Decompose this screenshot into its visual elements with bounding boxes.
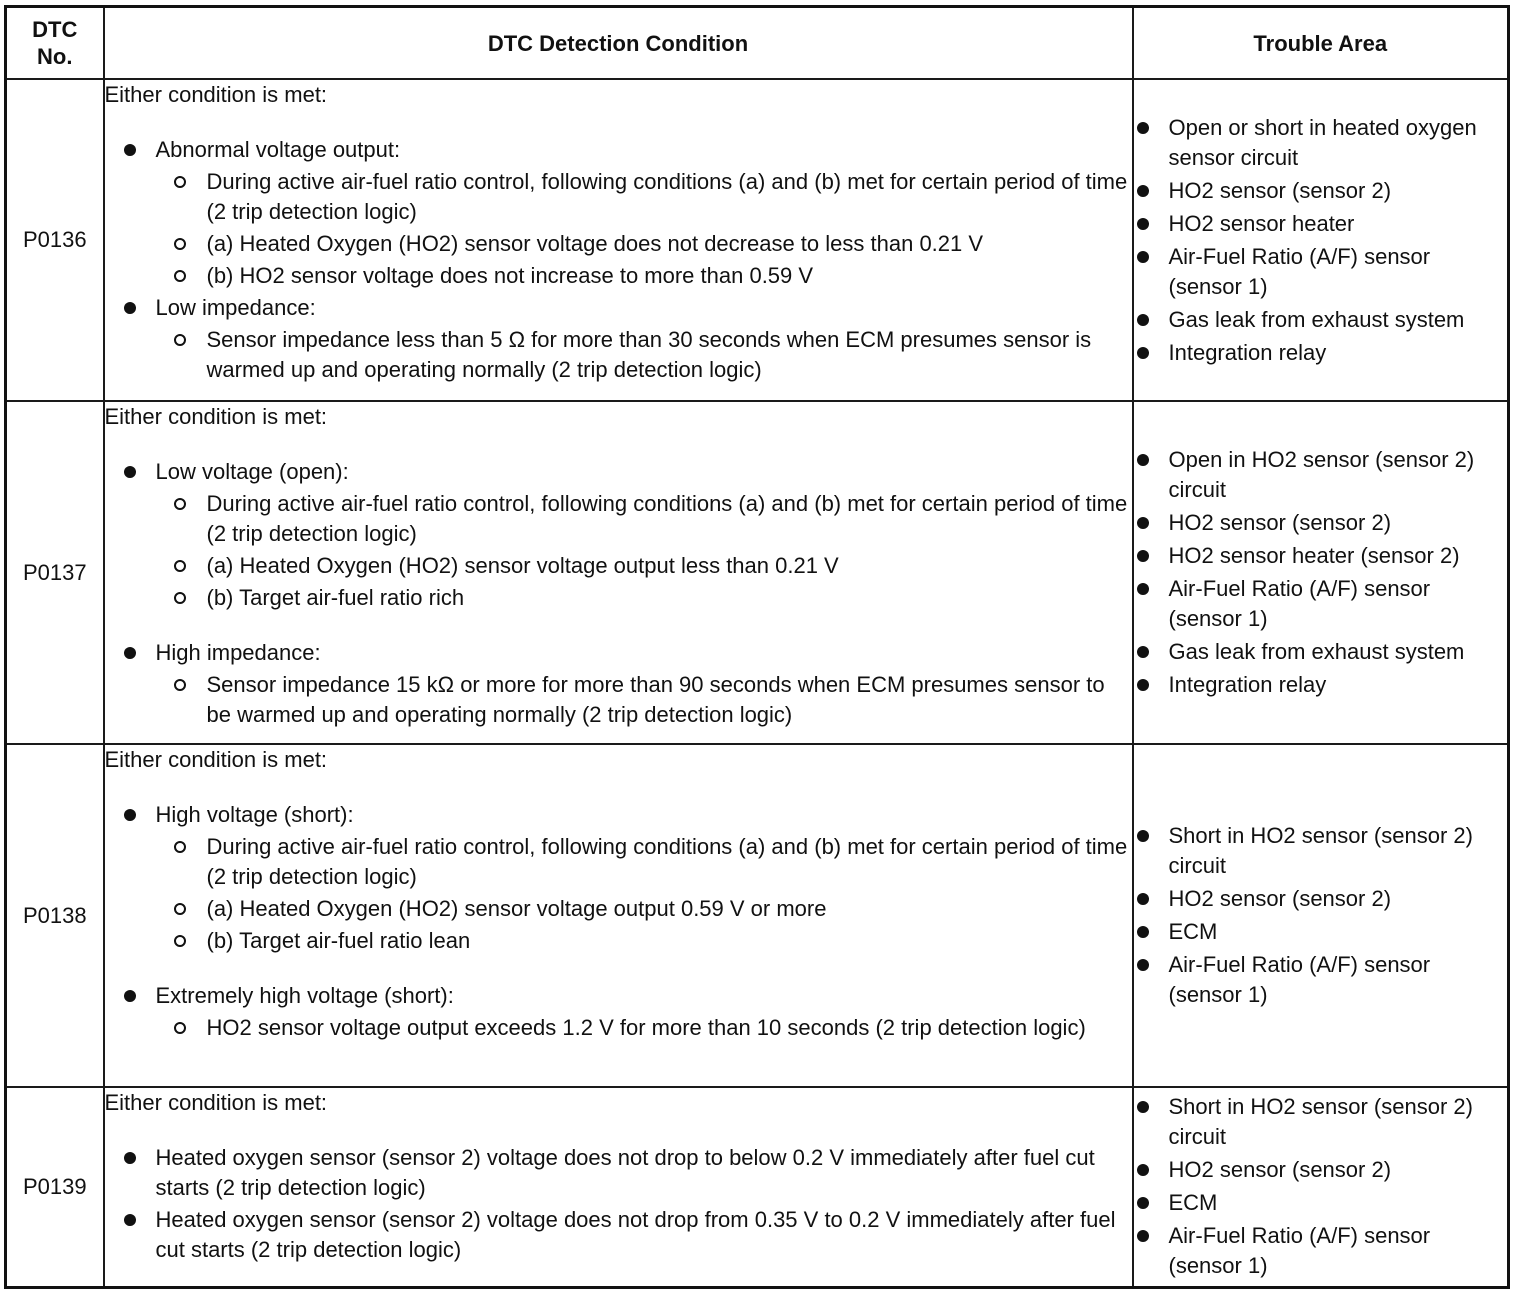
trouble-area-item: HO2 sensor heater (sensor 2) — [1134, 541, 1508, 571]
trouble-area-item: ECM — [1134, 917, 1508, 947]
sub-condition-list — [156, 167, 1132, 291]
trouble-area-item: Gas leak from exhaust system — [1134, 637, 1508, 667]
condition-text: High voltage (short): — [155, 802, 354, 827]
sub-condition-item: (b) Target air-fuel ratio rich — [156, 583, 1132, 613]
trouble-area-item: Air-Fuel Ratio (A/F) sensor (sensor 1) — [1134, 574, 1508, 634]
sub-condition-item: (b) Target air-fuel ratio lean — [156, 926, 1132, 956]
trouble-area-item: Open or short in heated oxygen sensor circuit — [1134, 113, 1508, 173]
sub-condition-item: HO2 sensor voltage output exceeds 1.2 V for more than 10 seconds (2 trip detection logic) — [156, 1013, 1132, 1043]
dtc-code: P0139 — [6, 1087, 104, 1287]
trouble-area-cell — [1133, 744, 1509, 1087]
trouble-area-item: Short in HO2 sensor (sensor 2) circuit — [1134, 821, 1508, 881]
condition-cell — [104, 401, 1133, 744]
condition-list — [105, 800, 1132, 1043]
condition-lead: Either condition is met: — [104, 747, 328, 772]
condition-lead: Either condition is met: — [104, 1090, 328, 1115]
sub-condition-item: (b) HO2 sensor voltage does not increase to more than 0.59 V — [156, 261, 1132, 291]
condition-item — [105, 457, 1132, 613]
condition-item: Heated oxygen sensor (sensor 2) voltage does not drop from 0.35 V to 0.2 V immediately after fuel cut starts (2 trip detection logic) — [105, 1205, 1132, 1265]
condition-text: Extremely high voltage (short): — [155, 983, 454, 1008]
trouble-area-item: Open in HO2 sensor (sensor 2) circuit — [1134, 445, 1508, 505]
table-header-row — [6, 7, 1509, 80]
sub-condition-list — [156, 1013, 1132, 1043]
sub-condition-list — [156, 670, 1132, 730]
condition-item: Heated oxygen sensor (sensor 2) voltage does not drop to below 0.2 V immediately after fuel cut starts (2 trip detection logic) — [105, 1143, 1132, 1203]
trouble-area-list — [1134, 113, 1508, 368]
condition-item — [105, 800, 1132, 956]
trouble-area-item: HO2 sensor (sensor 2) — [1134, 508, 1508, 538]
condition-item — [105, 293, 1132, 385]
trouble-area-item: Air-Fuel Ratio (A/F) sensor (sensor 1) — [1134, 242, 1508, 302]
sub-condition-item: (a) Heated Oxygen (HO2) sensor voltage output 0.59 V or more — [156, 894, 1132, 924]
condition-list — [105, 457, 1132, 730]
dtc-code: P0136 — [6, 79, 104, 401]
trouble-area-item: Integration relay — [1134, 338, 1508, 368]
condition-lead: Either condition is met: — [104, 404, 328, 429]
trouble-area-item: ECM — [1134, 1188, 1508, 1218]
trouble-area-item: HO2 sensor (sensor 2) — [1134, 1155, 1508, 1185]
sub-condition-list — [156, 832, 1132, 956]
dtc-table — [4, 5, 1510, 1289]
dtc-code: P0138 — [6, 744, 104, 1087]
table-row — [6, 79, 1509, 401]
condition-list — [105, 135, 1132, 385]
table-row — [6, 401, 1509, 744]
header-trouble-area: Trouble Area — [1133, 7, 1509, 80]
trouble-area-item: HO2 sensor heater — [1134, 209, 1508, 239]
sub-condition-list — [156, 489, 1132, 613]
sub-condition-item: Sensor impedance 15 kΩ or more for more than 90 seconds when ECM presumes sensor to be warmed up and operating normally (2 trip detection logic) — [156, 670, 1132, 730]
condition-item — [105, 981, 1132, 1043]
header-dtc-no: DTC No. — [6, 7, 104, 80]
condition-item — [105, 638, 1132, 730]
condition-text: High impedance: — [155, 640, 321, 665]
trouble-area-item: HO2 sensor (sensor 2) — [1134, 176, 1508, 206]
sub-condition-list — [156, 325, 1132, 385]
table-row — [6, 1087, 1509, 1287]
sub-condition-item: (a) Heated Oxygen (HO2) sensor voltage does not decrease to less than 0.21 V — [156, 229, 1132, 259]
dtc-page — [4, 5, 1510, 1289]
condition-text: Low impedance: — [155, 295, 316, 320]
trouble-area-item: Gas leak from exhaust system — [1134, 305, 1508, 335]
dtc-code: P0137 — [6, 401, 104, 744]
trouble-area-item: HO2 sensor (sensor 2) — [1134, 884, 1508, 914]
sub-condition-item: During active air-fuel ratio control, following conditions (a) and (b) met for certain period of time (2 trip detection logic) — [156, 167, 1132, 227]
trouble-area-list — [1134, 1092, 1508, 1281]
trouble-area-item: Air-Fuel Ratio (A/F) sensor (sensor 1) — [1134, 950, 1508, 1010]
condition-lead: Either condition is met: — [104, 82, 328, 107]
header-condition: DTC Detection Condition — [104, 7, 1133, 80]
sub-condition-item: During active air-fuel ratio control, following conditions (a) and (b) met for certain period of time (2 trip detection logic) — [156, 832, 1132, 892]
trouble-area-item: Integration relay — [1134, 670, 1508, 700]
condition-item — [105, 135, 1132, 291]
trouble-area-item: Short in HO2 sensor (sensor 2) circuit — [1134, 1092, 1508, 1152]
sub-condition-item: (a) Heated Oxygen (HO2) sensor voltage output less than 0.21 V — [156, 551, 1132, 581]
trouble-area-cell — [1133, 1087, 1509, 1287]
condition-cell — [104, 1087, 1133, 1287]
condition-text: Low voltage (open): — [155, 459, 349, 484]
trouble-area-list — [1134, 445, 1508, 700]
condition-list — [105, 1143, 1132, 1265]
table-row — [6, 744, 1509, 1087]
trouble-area-item: Air-Fuel Ratio (A/F) sensor (sensor 1) — [1134, 1221, 1508, 1281]
condition-cell — [104, 79, 1133, 401]
sub-condition-item: During active air-fuel ratio control, following conditions (a) and (b) met for certain period of time (2 trip detection logic) — [156, 489, 1132, 549]
sub-condition-item: Sensor impedance less than 5 Ω for more than 30 seconds when ECM presumes sensor is warmed up and operating normally (2 trip detection logic) — [156, 325, 1132, 385]
condition-cell — [104, 744, 1133, 1087]
trouble-area-cell — [1133, 79, 1509, 401]
trouble-area-list — [1134, 821, 1508, 1010]
trouble-area-cell — [1133, 401, 1509, 744]
condition-text: Abnormal voltage output: — [155, 137, 401, 162]
